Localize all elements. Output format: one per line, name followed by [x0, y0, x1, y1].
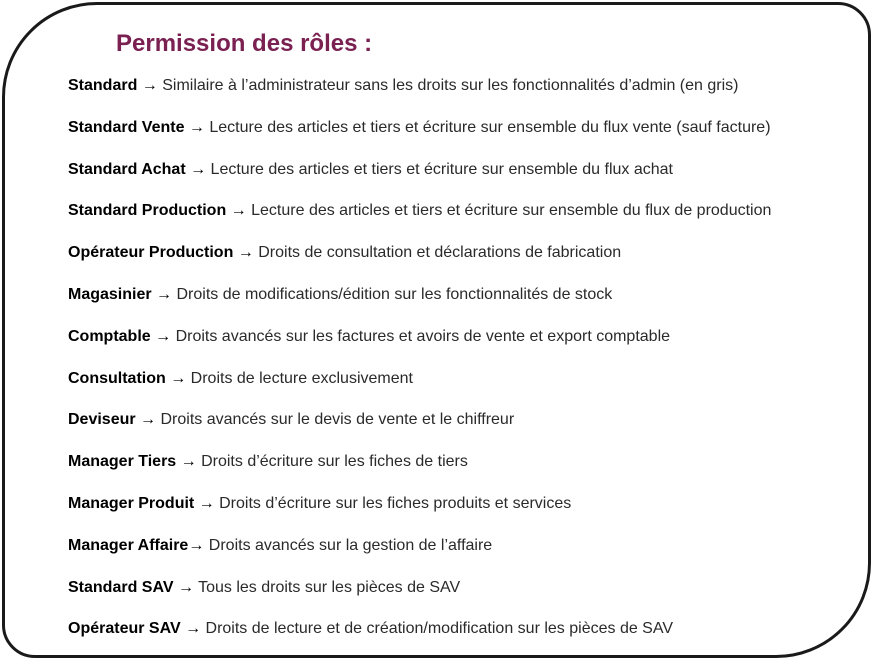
arrow-icon: → — [135, 411, 161, 429]
arrow-icon: → — [188, 536, 209, 554]
role-name: Manager Tiers — [68, 453, 177, 471]
arrow-icon: → — [233, 244, 259, 262]
role-name: Opérateur Production — [68, 244, 234, 262]
role-item — [68, 619, 771, 661]
role-item — [68, 327, 771, 369]
arrow-icon: → — [165, 369, 191, 387]
role-item — [68, 536, 771, 578]
arrow-icon: → — [173, 578, 199, 596]
role-description: Droits de lecture exclusivement — [190, 369, 413, 387]
role-item — [68, 494, 771, 536]
role-name: Standard Production — [68, 202, 227, 220]
role-name: Standard Achat — [68, 160, 186, 178]
role-item — [68, 452, 771, 494]
role-item — [68, 285, 771, 327]
role-item — [68, 160, 771, 202]
role-description: Lecture des articles et tiers et écriture sur ensemble du flux de production — [251, 202, 772, 220]
role-item — [68, 243, 771, 285]
role-description: Droits d’écriture sur les fiches produits et services — [219, 494, 572, 512]
role-item — [68, 118, 771, 160]
role-description: Droits de lecture et de création/modification sur les pièces de SAV — [205, 620, 674, 638]
role-item — [68, 410, 771, 452]
arrow-icon: → — [151, 285, 177, 303]
role-name: Manager Produit — [68, 494, 195, 512]
role-name: Standard — [68, 77, 138, 94]
role-name: Consultation — [68, 369, 166, 387]
role-name: Comptable — [68, 327, 151, 345]
role-name: Manager Affaire — [68, 536, 189, 554]
arrow-icon: → — [185, 160, 211, 178]
arrow-icon: → — [226, 202, 252, 220]
role-item — [68, 201, 771, 243]
role-description: Droits d’écriture sur les fiches de tiers — [201, 453, 468, 471]
role-name: Deviseur — [68, 411, 136, 429]
role-item — [68, 76, 771, 118]
role-description: Similaire à l’administrateur sans les droits sur les fonctionnalités d’admin (en gris) — [162, 77, 739, 94]
role-description: Droits avancés sur les factures et avoirs de vente et export comptable — [175, 327, 671, 345]
role-name: Magasinier — [68, 285, 152, 303]
arrow-icon: → — [194, 494, 220, 512]
arrow-icon: → — [180, 620, 206, 638]
roles-list — [68, 76, 771, 661]
role-item — [68, 578, 771, 620]
role-description: Droits de modifications/édition sur les fonctionnalités de stock — [176, 285, 613, 303]
role-description: Droits de consultation et déclarations de fabrication — [258, 244, 622, 262]
role-description: Droits avancés sur le devis de vente et le chiffreur — [160, 411, 515, 429]
page-title: Permission des rôles : — [116, 30, 373, 57]
role-description: Tous les droits sur les pièces de SAV — [198, 578, 461, 596]
arrow-icon: → — [176, 453, 202, 471]
content-card — [2, 2, 871, 658]
role-description: Lecture des articles et tiers et écriture sur ensemble du flux achat — [210, 160, 673, 178]
role-description: Droits avancés sur la gestion de l’affaire — [208, 536, 493, 554]
role-name: Standard SAV — [68, 578, 174, 596]
role-name: Standard Vente — [68, 118, 185, 136]
arrow-icon: → — [184, 118, 210, 136]
arrow-icon: → — [137, 77, 163, 94]
role-description: Lecture des articles et tiers et écriture sur ensemble du flux vente (sauf facture) — [209, 118, 771, 136]
arrow-icon: → — [150, 327, 176, 345]
role-name: Opérateur SAV — [68, 620, 181, 638]
role-item — [68, 369, 771, 411]
